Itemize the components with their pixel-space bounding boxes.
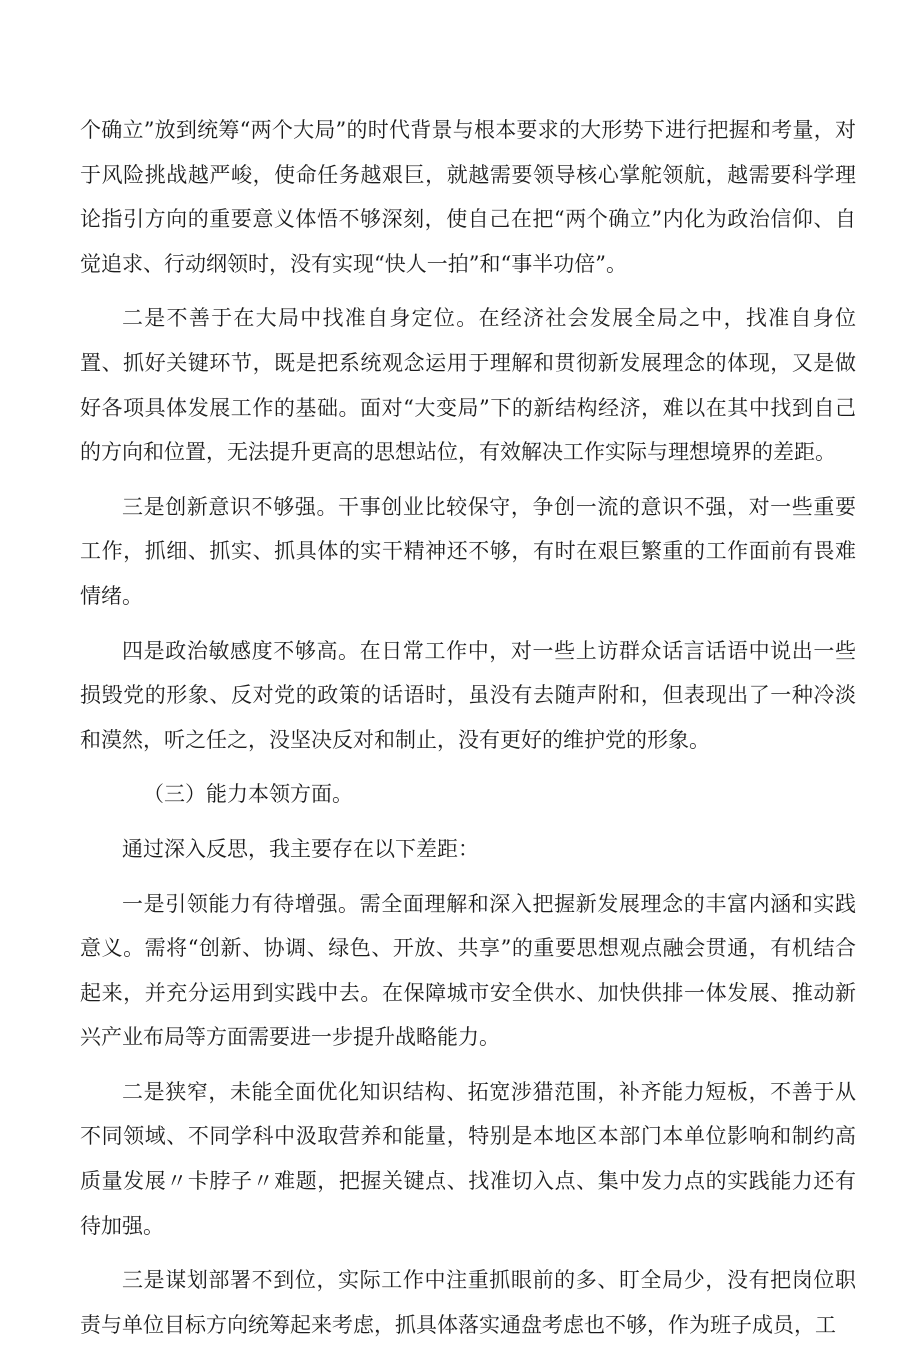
paragraph-point-three-planning: 三是谋划部署不到位，实际工作中注重抓眼前的多、盯全局少，没有把岗位职责与单位目标方向统筹起来考虑，抓具体落实通盘考虑也不够，作为班子成员，工: [80, 1268, 856, 1337]
paragraph-continuation: 个确立”放到统筹“两个大局”的时代背景与根本要求的大形势下进行把握和考量，对于风险挑战越严峻，使命任务越艰巨，就越需要领导核心掌舵领航，越需要科学理论指引方向的重要意义体悟不够深刻，使自己在把“两个确立”内化为政治信仰、自觉追求、行动纲领时，没有实现“快人一拍”和“事半功倍”。: [80, 118, 856, 276]
paragraph-intro-gaps: 通过深入反思，我主要存在以下差距：: [122, 836, 479, 861]
section-heading-ability: （三）能力本领方面。: [143, 782, 353, 807]
document-body: [80, 108, 856, 1357]
paragraph-point-four-sensitivity: 四是政治敏感度不够高。在日常工作中，对一些上访群众话言话语中说出一些损毁党的形象、反对党的政策的话语时，虽没有去随声附和，但表现出了一种冷淡和漠然，听之任之，没坚决反对和制止，没有更好的维护党的形象。: [80, 638, 856, 752]
paragraph-point-one-leadership: 一是引领能力有待增强。需全面理解和深入把握新发展理念的丰富内涵和实践意义。需将“创新、协调、绿色、开放、共享”的重要思想观点融会贯通，有机结合起来，并充分运用到实践中去。在保障城市安全供水、加快供排一体发展、推动新兴产业布局等方面需要进一步提升战略能力。: [80, 891, 856, 1050]
paragraph-point-two-positioning: 二是不善于在大局中找准自身定位。在经济社会发展全局之中，找准自身位置、抓好关键环节，既是把系统观念运用于理解和贯彻新发展理念的体现，又是做好各项具体发展工作的基础。面对“大变局”下的新结构经济，难以在其中找到自己的方向和位置，无法提升更高的思想站位，有效解决工作实际与理想境界的差距。: [80, 306, 856, 465]
paragraph-point-three-innovation: 三是创新意识不够强。干事创业比较保守，争创一流的意识不强，对一些重要工作，抓细、抓实、抓具体的实干精神还不够，有时在艰巨繁重的工作面前有畏难情绪。: [80, 494, 856, 608]
paragraph-point-two-knowledge: 二是狭窄，未能全面优化知识结构、拓宽涉猎范围，补齐能力短板，不善于从不同领域、不同学科中汲取营养和能量，特别是本地区本部门本单位影响和制约高质量发展〃卡脖子〃难题，把握关键点、找准切入点、集中发力点的实践能力还有待加强。: [80, 1079, 856, 1238]
